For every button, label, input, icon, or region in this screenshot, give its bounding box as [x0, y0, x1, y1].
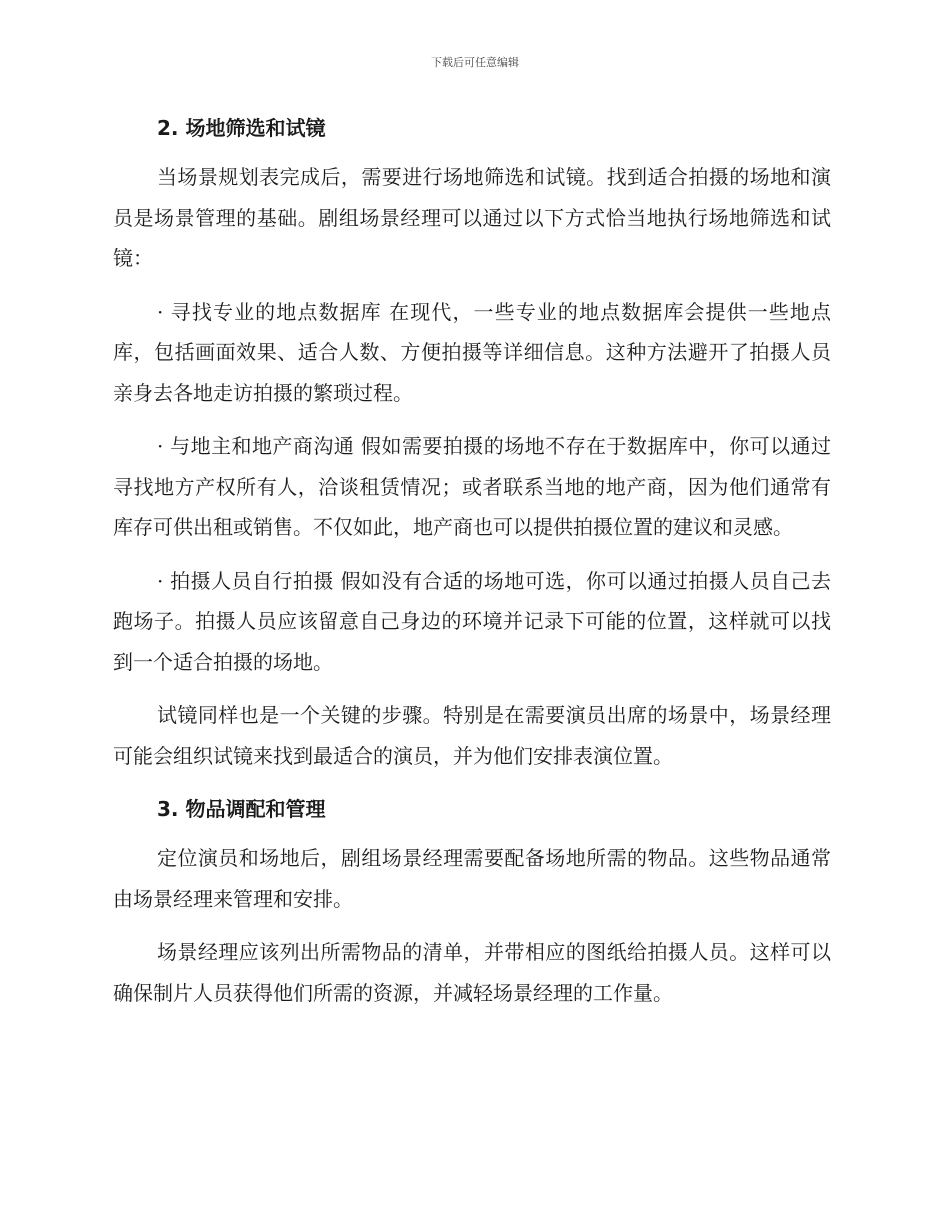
- paragraph-bullet-self-scout: · 拍摄人员自行拍摄 假如没有合适的场地可选，你可以通过拍摄人员自己去跑场子。拍摄人员应该留意自己身边的环境并记录下可能的位置，这样就可以找到一个适合拍摄的场地。: [113, 568, 831, 674]
- paragraph-bullet-database: · 寻找专业的地点数据库 在现代，一些专业的地点数据库会提供一些地点库，包括画面效果、适合人数、方便拍摄等详细信息。这种方法避开了拍摄人员亲身去各地走访拍摄的繁琐过程。: [113, 299, 831, 405]
- section-heading-2: 2. 场地筛选和试镜: [157, 116, 326, 140]
- paragraph-props-list: 场景经理应该列出所需物品的清单，并带相应的图纸给拍摄人员。这样可以确保制片人员获得他们所需的资源，并减轻场景经理的工作量。: [113, 940, 831, 1005]
- paragraph-audition: 试镜同样也是一个关键的步骤。特别是在需要演员出席的场景中，场景经理可能会组织试镜来找到最适合的演员，并为他们安排表演位置。: [113, 703, 831, 768]
- section-heading-3: 3. 物品调配和管理: [157, 797, 326, 821]
- document-body: [113, 108, 831, 1026]
- page-header: 下载后可任意编辑: [431, 56, 519, 69]
- paragraph-intro: 当场景规划表完成后，需要进行场地筛选和试镜。找到适合拍摄的场地和演员是场景管理的基础。剧组场景经理可以通过以下方式恰当地执行场地筛选和试镜：: [113, 165, 831, 270]
- paragraph-bullet-landowner: · 与地主和地产商沟通 假如需要拍摄的场地不存在于数据库中，你可以通过寻找地方产权所有人，洽谈租赁情况；或者联系当地的地产商，因为他们通常有库存可供出租或销售。不仅如此，地产商也可以提供拍摄位置的建议和灵感。: [113, 434, 831, 539]
- paragraph-props-intro: 定位演员和场地后，剧组场景经理需要配备场地所需的物品。这些物品通常由场景经理来管理和安排。: [113, 846, 831, 911]
